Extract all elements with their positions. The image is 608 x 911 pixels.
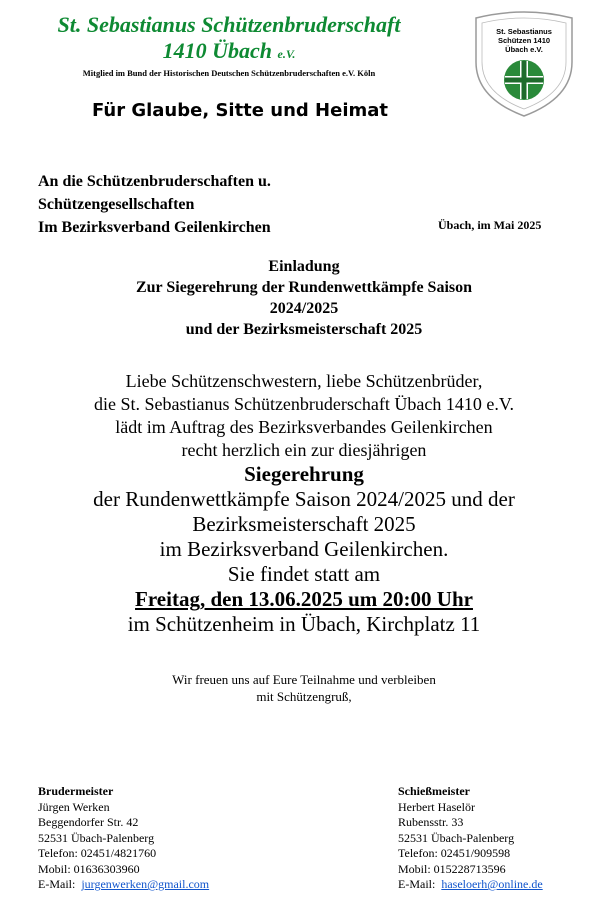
signature-phone: Telefon: 02451/909598 xyxy=(398,846,511,860)
title-suffix: e.V. xyxy=(277,47,296,61)
body-line-1: Liebe Schützenschwestern, liebe Schützenbrüder, xyxy=(125,371,483,391)
signature-brudermeister xyxy=(38,784,209,893)
signature-role: Schießmeister xyxy=(398,784,470,798)
signature-phone: Telefon: 02451/4821760 xyxy=(38,846,157,860)
body-line-4: recht herzlich ein zur diesjährigen xyxy=(181,440,427,460)
title-line-2: 1410 Übach e.V. xyxy=(162,38,296,63)
body-text xyxy=(0,370,608,637)
body-line-6: Bezirksmeisterschaft 2025 xyxy=(192,512,416,536)
invitation-line-2: Zur Siegerehrung der Rundenwettkämpfe Saison xyxy=(135,279,473,296)
email-link[interactable]: haseloerh@online.de xyxy=(441,877,543,891)
signature-mobile: Mobil: 015228713596 xyxy=(398,861,506,876)
signature-role: Brudermeister xyxy=(38,784,114,798)
signature-name: Jürgen Werken xyxy=(38,799,110,814)
logo-text-line-3: Übach e.V. xyxy=(505,45,543,54)
body-line-3: lädt im Auftrag des Bezirksverbandes Geilenkirchen xyxy=(115,417,493,437)
invitation-line-3: 2024/2025 xyxy=(269,300,339,317)
invitation-heading xyxy=(0,256,608,340)
organization-title xyxy=(0,12,458,67)
title-line-1: St. Sebastianus Schützenbruderschaft xyxy=(57,12,401,37)
event-datetime: Freitag, den 13.06.2025 um 20:00 Uhr xyxy=(135,587,473,611)
body-line-7: im Bezirksverband Geilenkirchen. xyxy=(159,537,449,561)
closing-line-1: Wir freuen uns auf Eure Teilnahme und verbleiben xyxy=(172,672,436,687)
signature-name: Herbert Haselör xyxy=(398,799,475,814)
body-line-5: der Rundenwettkämpfe Saison 2024/2025 und der xyxy=(93,487,515,511)
recipient-line-2: Schützengesellschaften xyxy=(38,196,195,213)
closing-line-2: mit Schützengruß, xyxy=(256,689,352,704)
recipient-line-1: An die Schützenbruderschaften u. xyxy=(38,173,271,190)
recipient-block xyxy=(38,170,271,239)
body-line-2: die St. Sebastianus Schützenbruderschaft Übach 1410 e.V. xyxy=(93,394,515,414)
recipient-line-3: Im Bezirksverband Geilenkirchen xyxy=(38,219,271,236)
signature-email-row: E-Mail: jurgenwerken@gmail.com xyxy=(38,877,210,891)
closing-text xyxy=(0,671,608,705)
signature-city: 52531 Übach-Palenberg xyxy=(38,830,155,845)
invitation-line-4: und der Bezirksmeisterschaft 2025 xyxy=(185,321,423,338)
email-link[interactable]: jurgenwerken@gmail.com xyxy=(81,877,210,891)
event-location: im Schützenheim in Übach, Kirchplatz 11 xyxy=(127,612,481,636)
signature-street: Rubensstr. 33 xyxy=(398,815,464,829)
invitation-line-1: Einladung xyxy=(268,258,340,275)
letter-date: Übach, im Mai 2025 xyxy=(438,218,542,232)
logo-text-line-2: Schützen 1410 xyxy=(497,36,551,45)
motto: Für Glaube, Sitte und Heimat xyxy=(91,100,388,121)
shield-logo-icon xyxy=(470,10,578,118)
signature-street: Beggendorfer Str. 42 xyxy=(38,815,139,829)
signature-email-row: E-Mail: haseloerh@online.de xyxy=(398,877,543,891)
signature-city: 52531 Übach-Palenberg xyxy=(398,830,515,845)
event-title: Siegerehrung xyxy=(244,462,364,486)
signature-mobile: Mobil: 01636303960 xyxy=(38,861,140,876)
logo-text-line-1: St. Sebastianus xyxy=(496,27,552,36)
body-line-8: Sie findet statt am xyxy=(227,562,381,586)
signature-schiessmeister xyxy=(398,784,543,893)
membership-line: Mitglied im Bund der Historischen Deutschen Schützenbruderschaften e.V. Köln xyxy=(82,68,376,78)
